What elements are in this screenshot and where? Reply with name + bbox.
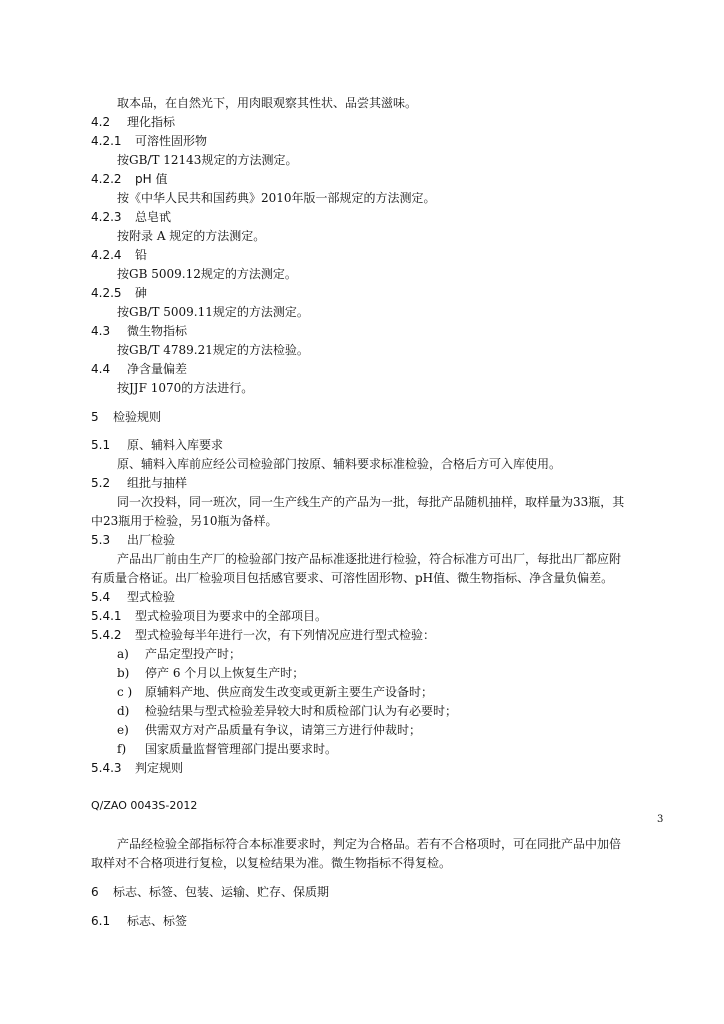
list-item [117,665,304,681]
section-title: 砷 [135,286,148,300]
section-number: 5.3 [91,533,111,547]
section-title: 原、辅料入库要求 [127,438,224,452]
chapter-number: 5 [91,410,99,424]
section-heading [91,171,167,187]
list-item-text: 原辅料产地、供应商发生改变或更新主要生产设备时； [145,685,434,699]
chapter-title: 检验规则 [113,410,162,424]
body-text: 同一次投料，同一班次，同一生产线生产的产品为一批，每批产品随机抽样，取样量为33瓶，其 [117,495,625,509]
section-number: 6.1 [91,914,111,928]
section-heading [91,133,207,149]
list-item [117,741,337,757]
section-title: 型式检验项目为要求中的全部项目。 [135,609,328,623]
list-item-text: 供需双方对产品质量有争议，请第三方进行仲裁时； [145,723,422,737]
section-heading [91,532,175,548]
section-heading [91,608,327,624]
chapter-heading [91,409,161,425]
list-marker: b) [117,666,130,680]
section-heading [91,589,175,605]
section-number: 5.4.3 [91,761,122,775]
section-number: 5.4.2 [91,628,122,642]
body-text: 按GB/T 4789.21规定的方法检验。 [117,343,309,357]
section-heading [91,323,187,339]
list-marker: a) [117,647,129,661]
section-heading [91,285,147,301]
section-number: 5.4 [91,590,111,604]
body-text: 按GB/T 5009.11规定的方法测定。 [117,305,309,319]
document-code: Q/ZAO 0043S-2012 [91,799,198,812]
section-number: 4.2.1 [91,134,122,148]
section-title: 可溶性固形物 [135,134,208,148]
section-number: 4.2.4 [91,248,122,262]
section-number: 5.2 [91,476,111,490]
section-number: 4.2.5 [91,286,122,300]
list-item-text: 停产 6 个月以上恢复生产时； [145,666,305,680]
list-marker: d) [117,704,130,718]
body-text: 按附录 A 规定的方法测定。 [117,229,266,243]
section-title: 铅 [135,248,148,262]
section-heading [91,247,147,263]
body-text: 有质量合格证。出厂检验项目包括感官要求、可溶性固形物、pH值、微生物指标、净含量负偏差。 [91,571,614,585]
list-item [117,703,457,719]
section-number: 4.2.3 [91,210,122,224]
list-marker: c ) [117,685,133,699]
chapter-heading [91,884,329,900]
section-heading [91,437,223,453]
section-title: 净含量偏差 [127,362,188,376]
section-heading [91,760,183,776]
section-title: 理化指标 [127,115,176,129]
chapter-number: 6 [91,885,99,899]
list-item-text: 产品定型投产时； [145,647,242,661]
body-text: 中23瓶用于检验，另10瓶为备样。 [91,514,278,528]
section-title: 总皂甙 [135,210,172,224]
section-title: 型式检验 [127,590,176,604]
page-number: 3 [657,814,664,825]
body-text: 按GB/T 12143规定的方法测定。 [117,153,298,167]
body-text: 取本品，在自然光下，用肉眼观察其性状、品尝其滋味。 [117,96,418,110]
section-heading [91,209,171,225]
body-text: 原、辅料入库前应经公司检验部门按原、辅料要求标准检验，合格后方可入库使用。 [117,457,562,471]
section-number: 4.2 [91,115,111,129]
section-title: 组批与抽样 [127,476,188,490]
section-number: 4.3 [91,324,111,338]
list-item [117,722,421,738]
list-item-text: 检验结果与型式检验差异较大时和质检部门认为有必要时； [145,704,458,718]
list-marker: f) [117,742,127,756]
body-text: 按GB 5009.12规定的方法测定。 [117,267,297,281]
section-title: 型式检验每半年进行一次，有下列情况应进行型式检验： [135,628,436,642]
chapter-title: 标志、标签、包装、运输、贮存、保质期 [113,885,330,899]
section-title: 判定规则 [135,761,184,775]
section-heading [91,114,175,130]
section-heading [91,627,435,643]
section-number: 4.4 [91,362,111,376]
section-heading [91,475,187,491]
body-text: 按《中华人民共和国药典》2010年版一部规定的方法测定。 [117,191,436,205]
section-heading [91,361,187,377]
list-marker: e) [117,723,129,737]
section-number: 4.2.2 [91,172,122,186]
body-text: 取样对不合格项进行复检，以复检结果为准。微生物指标不得复检。 [91,856,452,870]
section-number: 5.4.1 [91,609,122,623]
list-item [117,684,433,700]
body-text: 产品经检验全部指标符合本标准要求时，判定为合格品。若有不合格项时，可在同批产品中加倍 [117,837,622,851]
section-title: 微生物指标 [127,324,188,338]
list-item-text: 国家质量监督管理部门提出要求时。 [145,742,338,756]
section-heading [91,913,187,929]
section-number: 5.1 [91,438,111,452]
section-title: pH 值 [135,172,168,186]
list-item [117,646,241,662]
section-title: 标志、标签 [127,914,188,928]
body-text: 产品出厂前由生产厂的检验部门按产品标准逐批进行检验，符合标准方可出厂，每批出厂都应附 [117,552,622,566]
section-title: 出厂检验 [127,533,176,547]
body-text: 按JJF 1070的方法进行。 [117,381,254,395]
